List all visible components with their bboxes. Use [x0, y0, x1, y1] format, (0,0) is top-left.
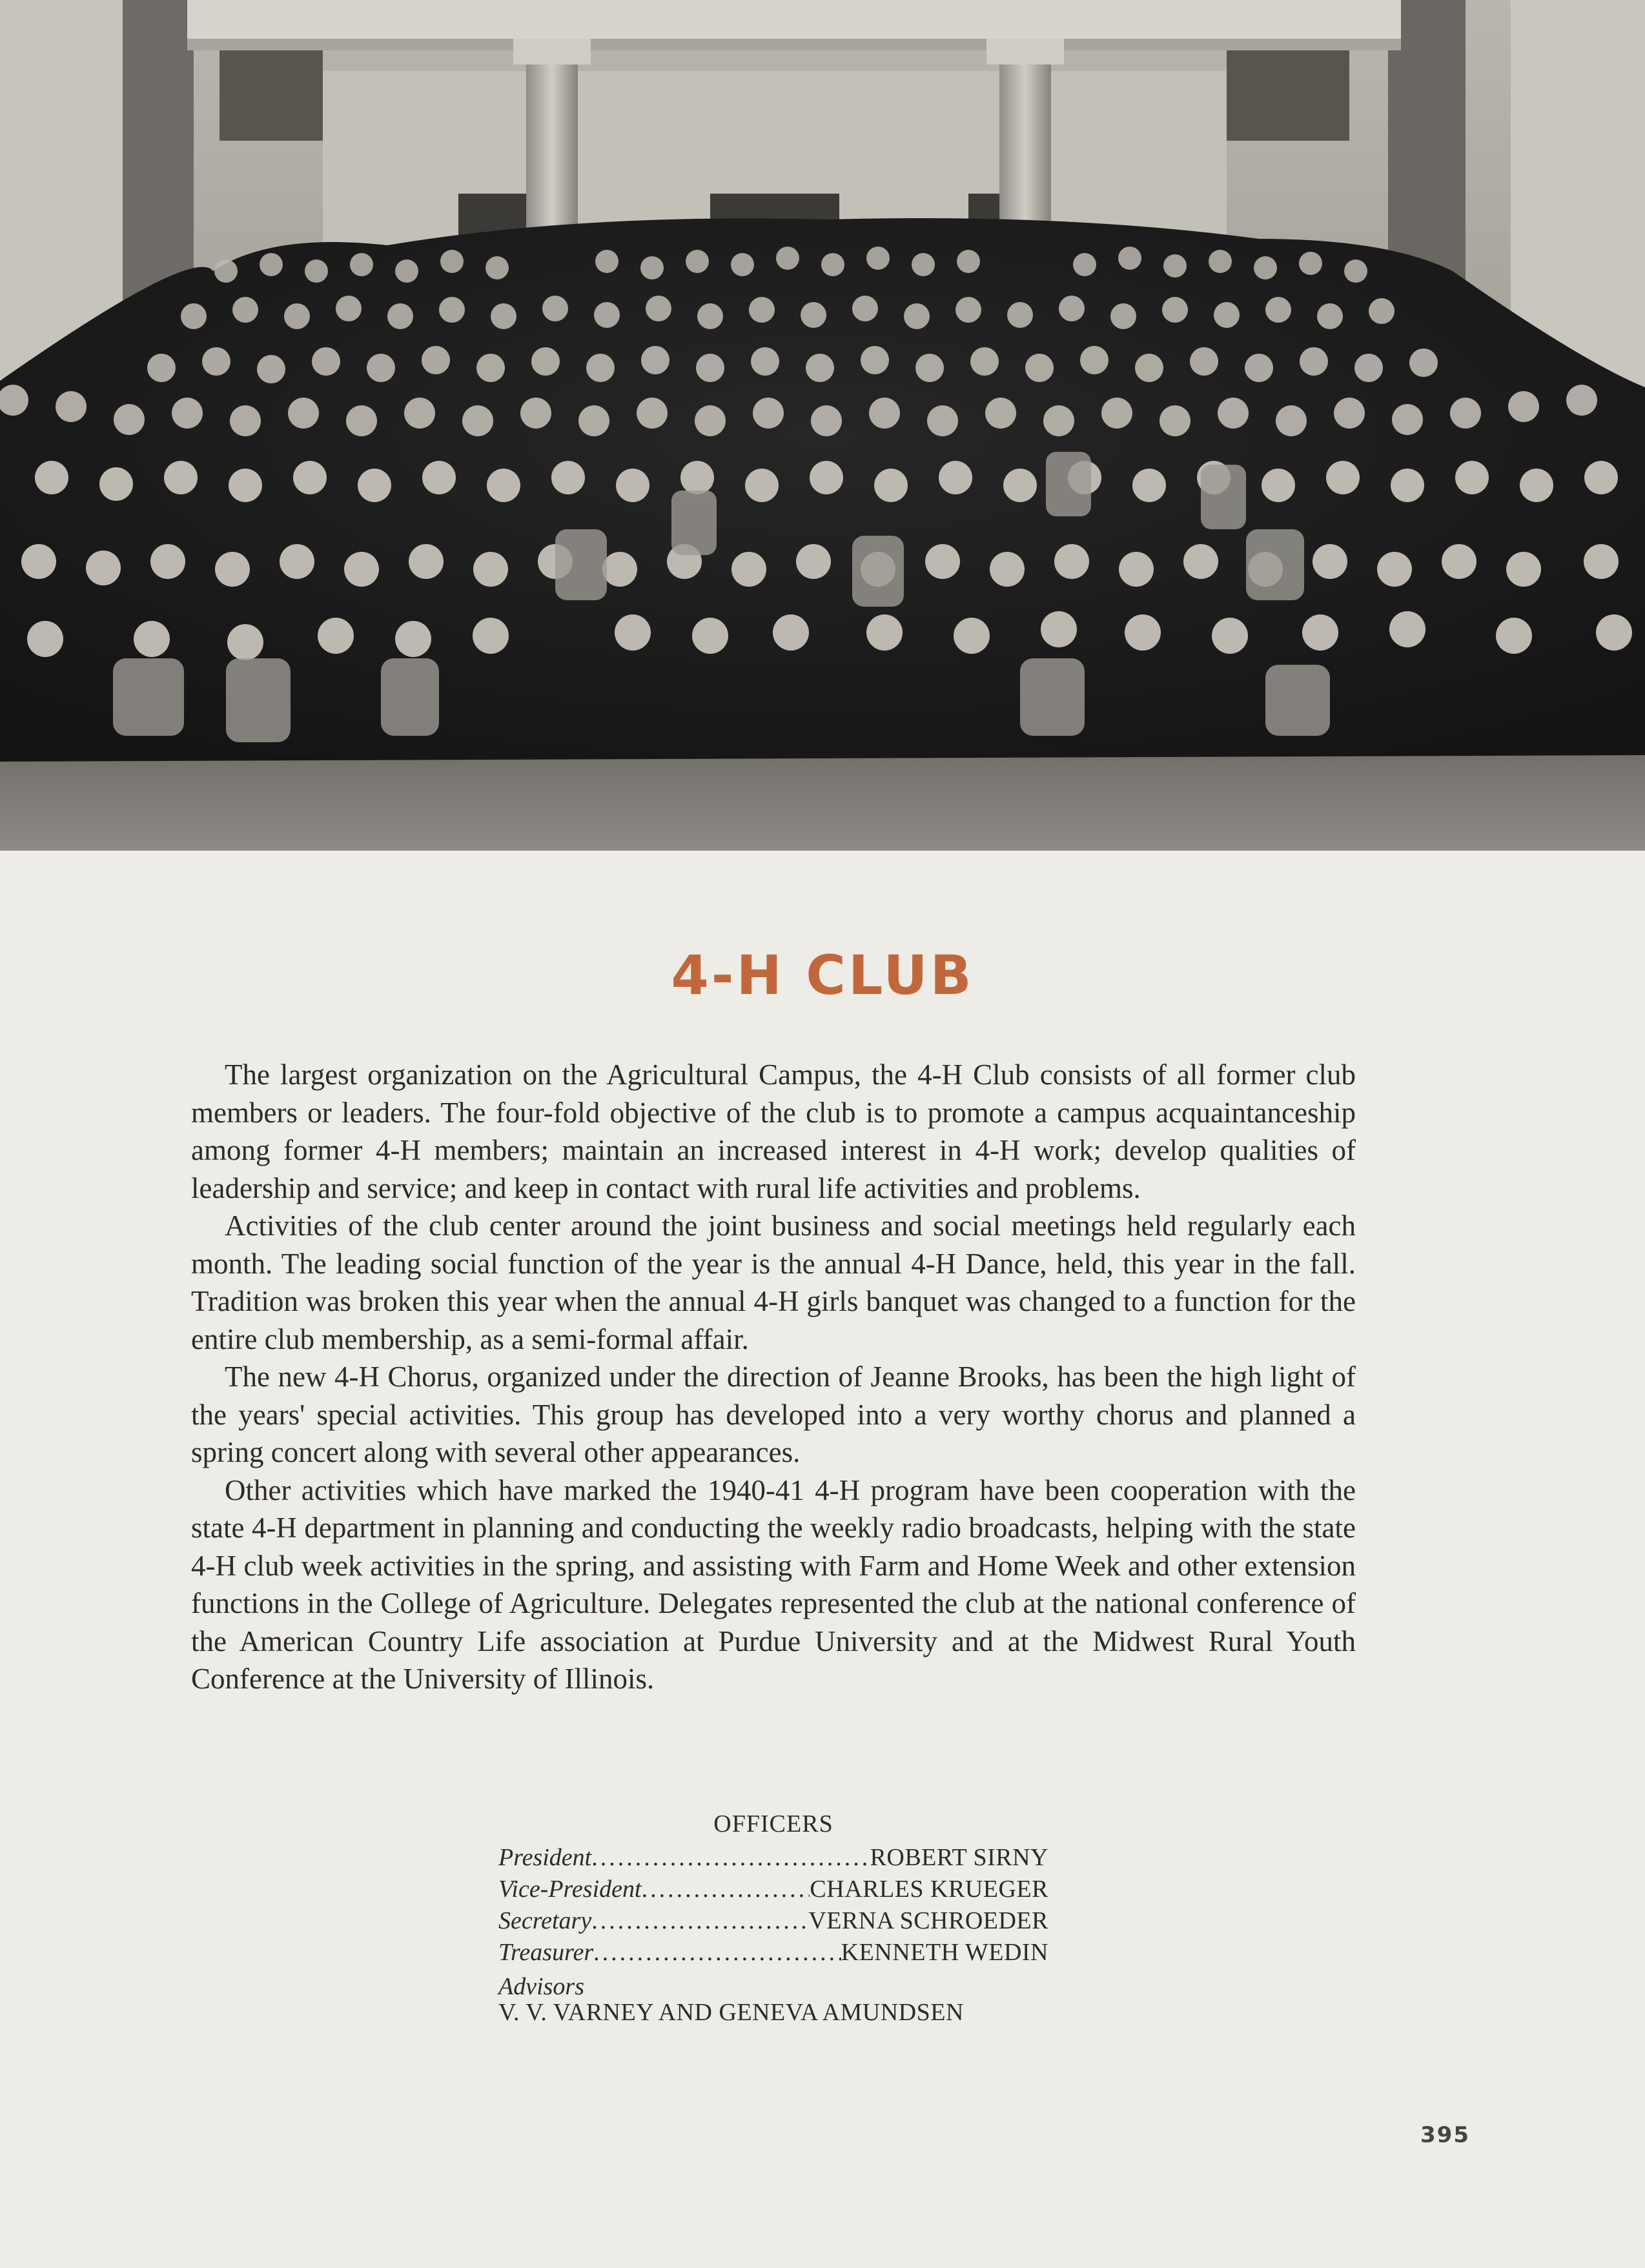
- page-number: 395: [1420, 2122, 1470, 2148]
- officer-role: Secretary: [498, 1907, 592, 1934]
- article-body: [191, 1056, 1356, 1698]
- page-title: 4-H CLUB: [671, 944, 974, 1007]
- officer-row: [498, 1907, 1048, 1938]
- officers-heading: OFFICERS: [713, 1810, 833, 1838]
- officer-role: Treasurer: [498, 1939, 594, 1966]
- dot-leader: [593, 1938, 841, 1967]
- officers-list: [498, 1843, 1048, 2030]
- dot-leader: [591, 1907, 808, 1935]
- dot-leader: [591, 1843, 870, 1872]
- paragraph-4: Other activities which have marked the 1940-41 4-H program have been cooperation with the state 4-H department in planning and conducting the weekly radio broadcasts, helping with the state 4-H club week activities in the spring, and assisting with Farm and Home Week and other extension functions in the College of Agriculture. Delegates represented the club at the national conference of the American Country Life association at Purdue University and at the Midwest Rural Youth Conference at the University of Illinois.: [191, 1473, 1356, 1695]
- officer-name: CHARLES KRUEGER: [810, 1876, 1048, 1903]
- dot-leader: [642, 1875, 810, 1903]
- officer-row: [498, 1938, 1048, 1970]
- paragraph-3: The new 4-H Chorus, organized under the direction of Jeanne Brooks, has been the high light of the years' special activities. This group has developed into a very worthy chorus and planned a spring concert along with several other appearances.: [191, 1361, 1356, 1468]
- officer-role: President: [498, 1844, 592, 1871]
- officer-row: [498, 1875, 1048, 1907]
- officer-row: [498, 1843, 1048, 1875]
- group-photo: [0, 0, 1645, 851]
- officer-name: ROBERT SIRNY: [870, 1844, 1048, 1871]
- group-photo-illustration: [0, 0, 1645, 851]
- paragraph-1: The largest organization on the Agricultural Campus, the 4-H Club consists of all former club members or leaders. The four-fold objective of the club is to promote a campus acquaintanceship among former 4-H members; maintain an increased interest in 4-H work; develop qualities of leadership and service; and keep in contact with rural life activities and problems.: [191, 1058, 1356, 1204]
- advisors-label: Advisors: [498, 1973, 584, 2000]
- officer-name: VERNA SCHROEDER: [808, 1907, 1048, 1934]
- paragraph-2: Activities of the club center around the joint business and social meetings held regularly each month. The leading social function of the year is the annual 4-H Dance, held, this year in the fall. Tradition was broken this year when the annual 4-H girls banquet was changed to a function for the entire club membership, as a semi-formal affair.: [191, 1210, 1356, 1355]
- officer-name: KENNETH WEDIN: [841, 1939, 1048, 1966]
- advisors-names: V. V. VARNEY AND GENEVA AMUNDSEN: [498, 1999, 964, 2026]
- officer-role: Vice-President: [498, 1876, 642, 1903]
